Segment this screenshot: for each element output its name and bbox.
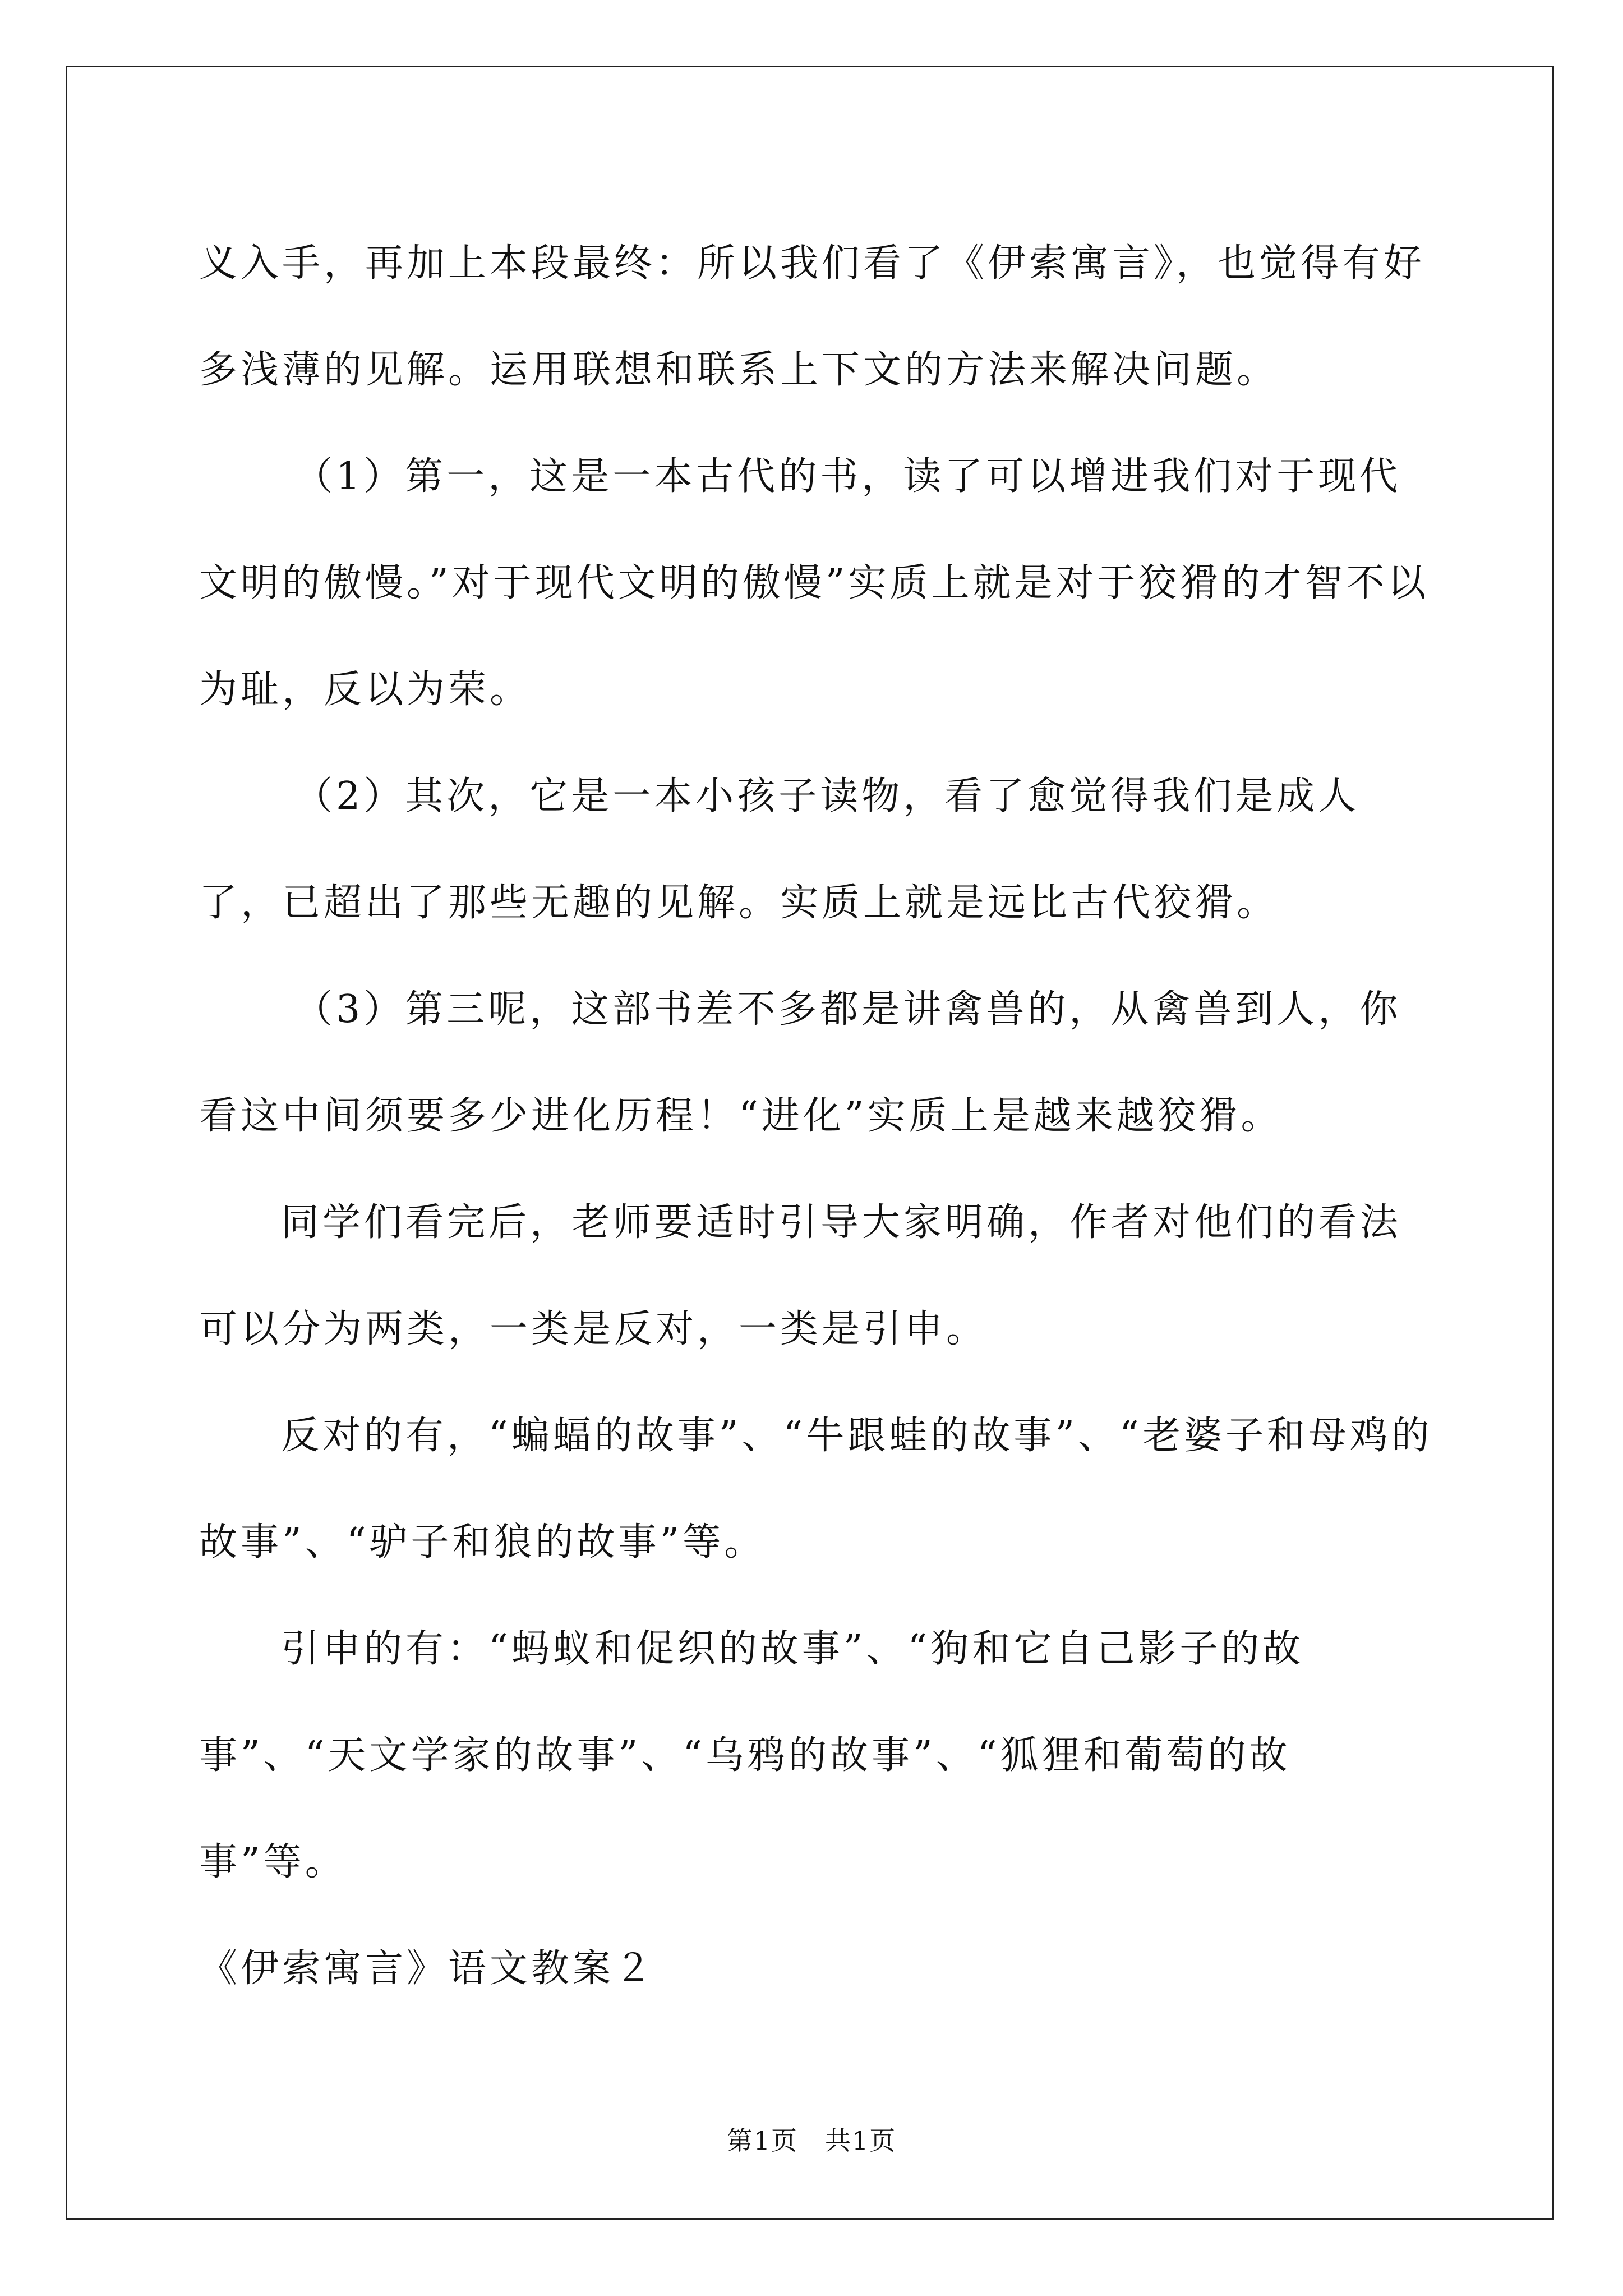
section-heading: 《伊索寓言》语文教案２ (199, 1947, 656, 1991)
paragraph-summary: 同学们看完后，老师要适时引导大家明确，作者对他们的看法可以分为两类，一类是反对，一类是引申。 (199, 1200, 1402, 1351)
paragraph-opposed-stories: 反对的有，“蝙蝠的故事”、“牛跟蛙的故事”、“老婆子和母鸡的故事”、“驴子和狼的故事”等。 (199, 1414, 1433, 1565)
paragraph-point-3: （3）第三呢，这部书差不多都是讲禽兽的，从禽兽到人，你看这中间须要多少进化历程！“进化”实质上是越来越狡猾。 (199, 987, 1401, 1138)
paragraph-extended-stories: 引申的有：“蚂蚁和促织的故事”、“狗和它自己影子的故事”、“天文学家的故事”、“乌鸦的故事”、“狐狸和葡萄的故事”等。 (199, 1627, 1304, 1884)
paragraph-point-1: （1）第一，这是一本古代的书，读了可以增进我们对于现代文明的傲慢。”对于现代文明的傲慢”实质上就是对于狡猾的才智不以为耻，反以为荣。 (199, 454, 1430, 712)
document-body (199, 210, 1433, 2022)
paragraph-point-2: （2）其次，它是一本小孩子读物，看了愈觉得我们是成人了，已超出了那些无趣的见解。实质上就是远比古代狡猾。 (199, 774, 1360, 925)
paragraph-continuation: 义入手，再加上本段最终：所以我们看了《伊索寓言》，也觉得有好多浅薄的见解。运用联想和联系上下文的方法来解决问题。 (199, 241, 1426, 392)
page-number-footer: 第1页 共1页 (726, 2125, 897, 2156)
